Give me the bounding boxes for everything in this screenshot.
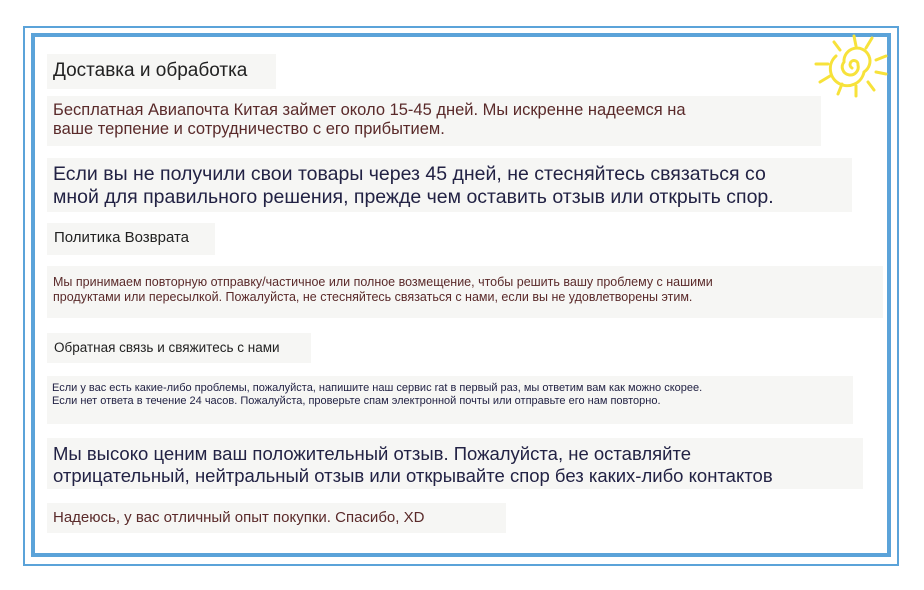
shipping-text-2-content: Если вы не получили свои товары через 45 дней, не стесняйтесь связаться со мной для правильного решения, прежде чем оставить отзыв или открыть спор. bbox=[53, 163, 774, 208]
feedback-heading-text: Обратная связь и свяжитесь с нами bbox=[54, 340, 280, 355]
returns-heading-text: Политика Возврата bbox=[54, 229, 189, 246]
shipping-heading-text: Доставка и обработка bbox=[53, 60, 248, 81]
feedback-text-2-content: Мы высоко ценим ваш положительный отзыв. Пожалуйста, не оставляйте отрицательный, нейтральный отзыв или открывайте спор без каких-либо контактов bbox=[53, 443, 773, 486]
returns-text-content: Мы принимаем повторную отправку/частичное или полное возмещение, чтобы решить вашу проблему с нашими продуктами или пересылкой. Пожалуйста, не стесняйтесь связаться с нами, если вы не удовлетворены этим. bbox=[53, 275, 713, 304]
feedback-text-1 bbox=[47, 376, 853, 424]
returns-text bbox=[47, 266, 883, 318]
closing-note-text: Надеюсь, у вас отличный опыт покупки. Спасибо, XD bbox=[53, 509, 425, 526]
feedback-text-2 bbox=[47, 438, 863, 489]
shipping-text-1-content: Бесплатная Авиапочта Китая займет около 15-45 дней. Мы искренне надеемся на ваше терпение и сотрудничество с его прибытием. bbox=[53, 101, 686, 138]
feedback-text-1-content: Если у вас есть какие-либо проблемы, пожалуйста, напишите наш сервис rat в первый раз, мы ответим вам как можно скорее. Если нет ответа в течение 24 часов. Пожалуйста, проверьте спам электронной почты или отправьте его нам повторно. bbox=[52, 382, 703, 407]
sun-icon bbox=[806, 30, 892, 100]
closing-note bbox=[47, 503, 506, 533]
shipping-text-2 bbox=[47, 158, 852, 212]
feedback-heading bbox=[47, 333, 311, 363]
shipping-heading bbox=[47, 54, 276, 89]
shipping-text-1 bbox=[47, 96, 821, 146]
returns-heading bbox=[47, 223, 215, 255]
